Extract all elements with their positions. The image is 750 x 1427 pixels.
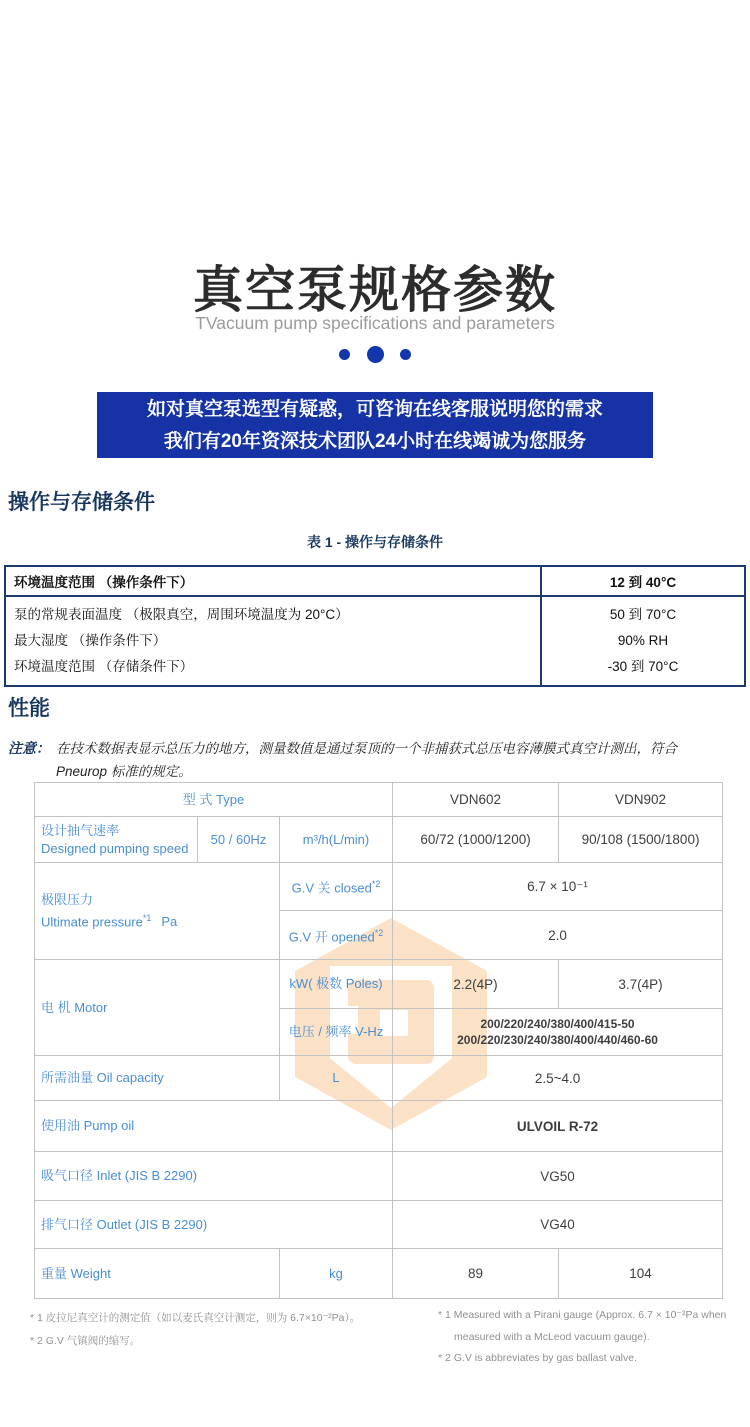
note-label: 注意： bbox=[8, 740, 50, 756]
table-row bbox=[35, 1201, 723, 1249]
ultimate-pressure-label: 极限压力 Ultimate pressure$^{*1}$ Pa bbox=[35, 863, 280, 960]
footnotes-chinese bbox=[30, 1307, 360, 1353]
table1-caption: 表 1 - 操作与存储条件 bbox=[306, 534, 444, 550]
consult-banner bbox=[97, 392, 653, 458]
note-line-2: Pneurop 标准的规定。 bbox=[56, 764, 192, 779]
condition-label: 最大湿度 （操作条件下） bbox=[14, 633, 167, 648]
motor-kw-label: kW( 极数 Poles) bbox=[280, 960, 393, 1009]
pumping-speed-vdn602: 60/72 (1000/1200) bbox=[393, 817, 559, 863]
section-heading-operating: 操作与存储条件 bbox=[8, 491, 155, 514]
operating-conditions-table bbox=[4, 565, 746, 687]
spec-table bbox=[34, 782, 723, 1299]
pumping-speed-unit: m³/h(L/min) bbox=[280, 817, 393, 863]
condition-value: 90% RH bbox=[617, 633, 669, 648]
gv-closed-label: G.V 关 closed$^{*2}$ bbox=[280, 863, 393, 911]
page-subtitle: TVacuum pump specifications and parameters bbox=[195, 313, 555, 333]
dot-icon bbox=[400, 349, 411, 360]
table-row bbox=[35, 817, 723, 863]
pumping-speed-vdn902: 90/108 (1500/1800) bbox=[559, 817, 723, 863]
condition-labels bbox=[6, 597, 540, 685]
condition-value: 12 到 40°C bbox=[540, 567, 744, 595]
weight-unit: kg bbox=[280, 1249, 393, 1299]
footnote-en-1-cont: measured with a McLeod vacuum gauge). bbox=[454, 1330, 650, 1343]
footnotes-english bbox=[438, 1305, 726, 1370]
table-body bbox=[6, 597, 744, 685]
table-row bbox=[35, 1152, 723, 1201]
banner-line-2: 我们有20年资深技术团队24小时在线竭诚为您服务 bbox=[163, 430, 587, 452]
gv-opened-label: G.V 开 opened$^{*2}$ bbox=[280, 911, 393, 960]
pumping-speed-freq: 50 / 60Hz bbox=[198, 817, 280, 863]
type-header: 型 式 Type bbox=[35, 783, 393, 817]
weight-vdn602: 89 bbox=[393, 1249, 559, 1299]
banner-line-1: 如对真空泵选型有疑惑，可咨询在线客服说明您的需求 bbox=[146, 399, 603, 420]
condition-values bbox=[540, 597, 744, 685]
table-row bbox=[6, 567, 744, 597]
section-heading-performance: 性能 bbox=[8, 697, 50, 720]
gv-opened-value: 2.0 bbox=[393, 911, 723, 960]
voltage-label: 电压 / 频率 V-Hz bbox=[280, 1009, 393, 1056]
outlet-value: VG40 bbox=[393, 1201, 723, 1249]
condition-label: 环境温度范围 （存储条件下） bbox=[14, 659, 194, 674]
condition-value: 50 到 70°C bbox=[609, 607, 677, 622]
condition-label: 泵的常规表面温度 （极限真空，周围环境温度为 20°C） bbox=[14, 607, 349, 622]
table-row bbox=[35, 783, 723, 817]
oil-capacity-value: 2.5~4.0 bbox=[393, 1056, 723, 1101]
table-row bbox=[35, 1056, 723, 1101]
pumping-speed-label: 设计抽气速率 Designed pumping speed bbox=[35, 817, 198, 863]
gv-closed-value: 6.7 × 10⁻¹ bbox=[393, 863, 723, 911]
page-title: 真空泵规格参数 bbox=[193, 262, 557, 318]
motor-kw-vdn602: 2.2(4P) bbox=[393, 960, 559, 1009]
weight-label: 重量 Weight bbox=[35, 1249, 280, 1299]
inlet-value: VG50 bbox=[393, 1152, 723, 1201]
table-row bbox=[35, 1249, 723, 1299]
dot-icon bbox=[367, 346, 384, 363]
footnote-en-2: * 2 G.V is abbreviates by gas ballast valve. bbox=[438, 1352, 638, 1364]
table-row bbox=[35, 960, 723, 1009]
condition-label: 环境温度范围 （操作条件下） bbox=[14, 575, 194, 590]
oil-capacity-unit: L bbox=[280, 1056, 393, 1101]
footnote-en-1: * 1 Measured with a Pirani gauge (Approx. 6.7 × 10⁻²Pa when bbox=[438, 1309, 727, 1321]
voltage-value: 200/220/240/380/400/415-50 200/220/230/240/380/400/440/460-60 bbox=[393, 1009, 723, 1056]
pump-oil-value: ULVOIL R-72 bbox=[393, 1101, 723, 1152]
motor-kw-vdn902: 3.7(4P) bbox=[559, 960, 723, 1009]
model-header-vdn902: VDN902 bbox=[559, 783, 723, 817]
footnote-cn-2: * 2 G.V 气镇阀的缩写。 bbox=[30, 1335, 141, 1347]
outlet-label: 排气口径 Outlet (JIS B 2290) bbox=[35, 1201, 393, 1249]
weight-vdn902: 104 bbox=[559, 1249, 723, 1299]
condition-value: -30 到 70°C bbox=[607, 659, 679, 674]
footnote-cn-1: * 1 皮拉尼真空计的测定值（如以麦氏真空计测定，则为 6.7×10⁻²Pa）。 bbox=[30, 1312, 361, 1324]
table-row bbox=[35, 1101, 723, 1152]
motor-label: 电 机 Motor bbox=[35, 960, 280, 1056]
dots-divider bbox=[0, 346, 750, 364]
note-text bbox=[56, 737, 732, 783]
pump-oil-label: 使用油 Pump oil bbox=[35, 1101, 393, 1152]
dot-icon bbox=[339, 349, 350, 360]
inlet-label: 吸气口径 Inlet (JIS B 2290) bbox=[35, 1152, 393, 1201]
oil-capacity-label: 所需油量 Oil capacity bbox=[35, 1056, 280, 1101]
model-header-vdn602: VDN602 bbox=[393, 783, 559, 817]
note-line-1: 在技术数据表显示总压力的地方，测量数值是通过泵顶的一个非捕获式总压电容薄膜式真空计测出，符合 bbox=[56, 741, 677, 756]
table-row bbox=[35, 863, 723, 911]
